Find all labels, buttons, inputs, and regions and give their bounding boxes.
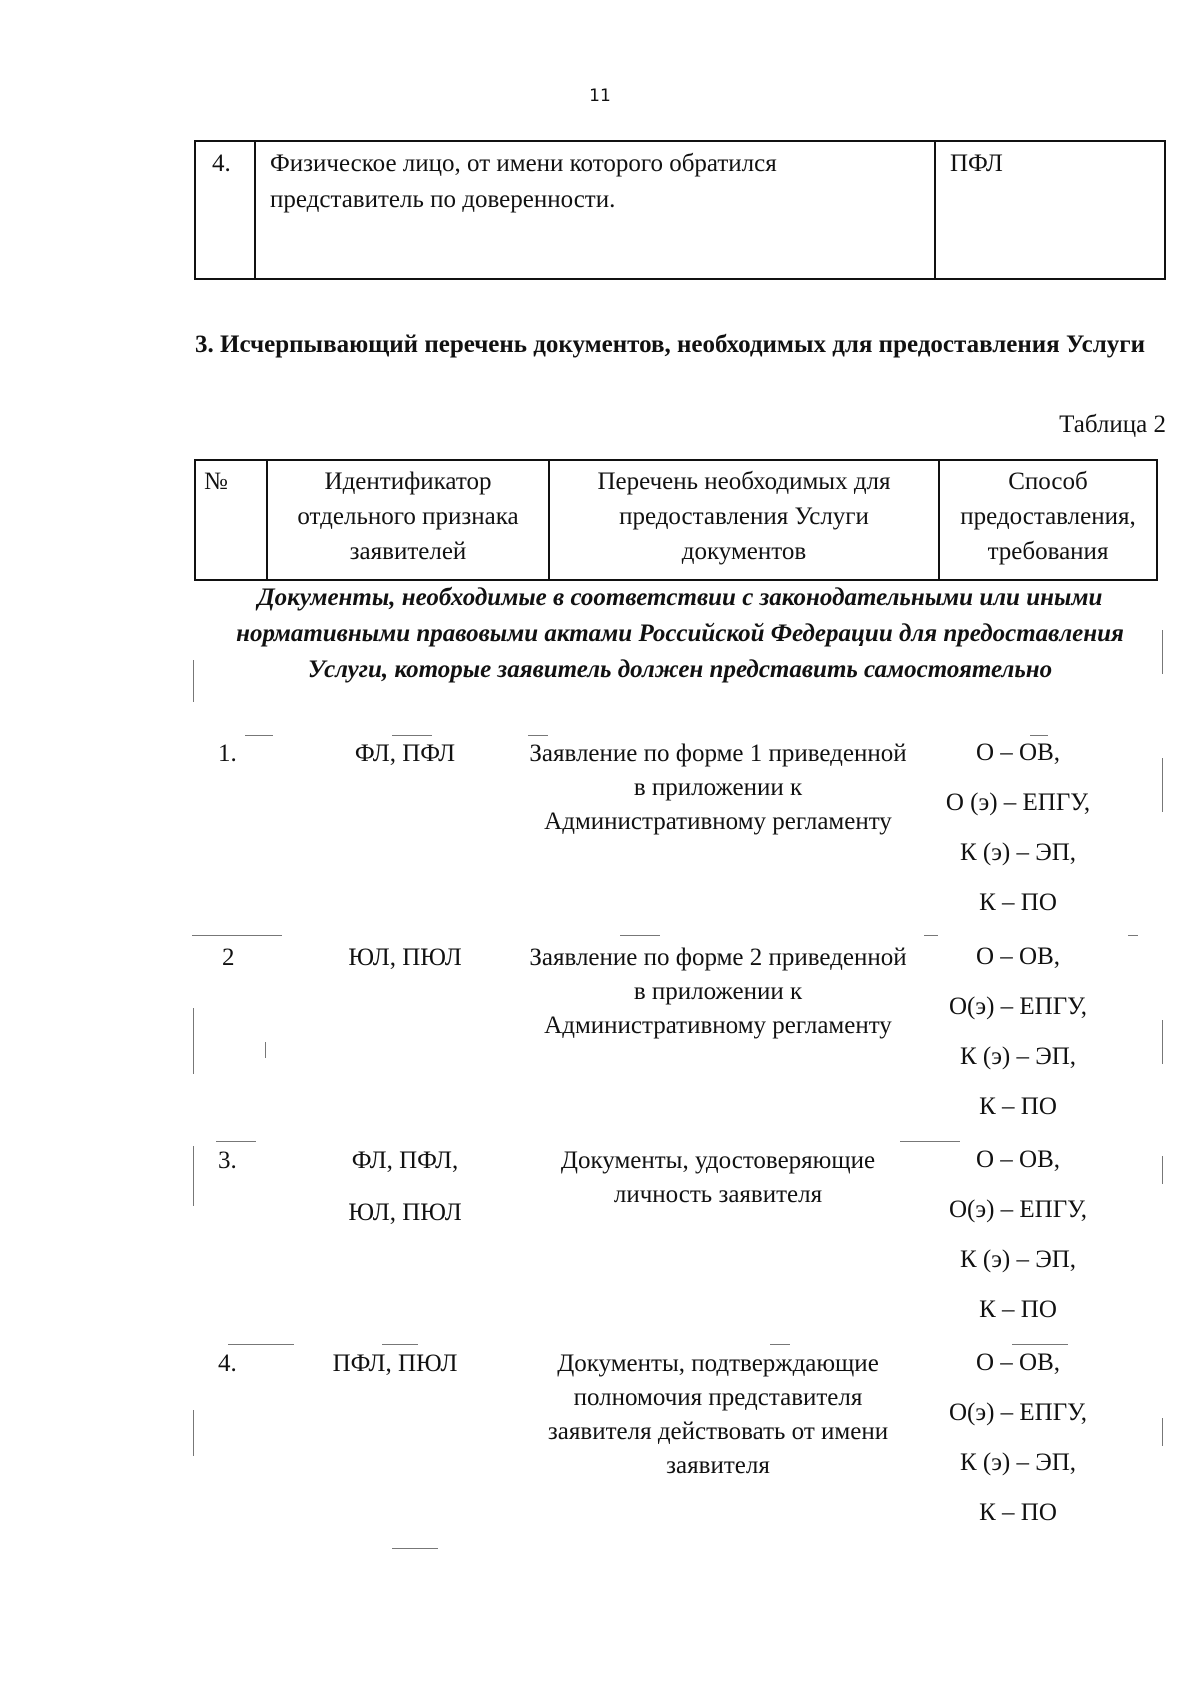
scan-mark xyxy=(1162,1156,1163,1184)
method-item: О(э) – ЕПГУ, xyxy=(948,993,1088,1020)
row-identifier xyxy=(310,932,500,984)
scan-mark xyxy=(265,1042,266,1058)
identifier-line: ЮЛ, ПЮЛ xyxy=(348,1199,462,1226)
documents-table-header xyxy=(194,459,1158,581)
scan-mark xyxy=(216,1141,256,1142)
method-item: О (э) – ЕПГУ, xyxy=(945,789,1091,816)
method-item: К (э) – ЭП, xyxy=(959,839,1077,866)
header-number: № xyxy=(195,460,267,580)
row-number: 4. xyxy=(195,141,255,279)
method-item: К (э) – ЭП, xyxy=(959,1246,1077,1273)
row-number: 2 xyxy=(222,944,235,971)
row-methods xyxy=(918,1135,1118,1335)
row-methods xyxy=(918,728,1118,928)
header-row xyxy=(195,460,1157,580)
scan-mark xyxy=(392,735,432,736)
row-number: 1. xyxy=(218,740,237,767)
method-item: О(э) – ЕПГУ, xyxy=(948,1399,1088,1426)
scan-mark xyxy=(924,935,938,936)
row-methods xyxy=(918,932,1118,1132)
scan-mark xyxy=(770,1344,790,1345)
scan-mark xyxy=(1162,758,1163,812)
header-identifier: Идентификатор отдельного признака заявителей xyxy=(267,460,549,580)
method-item: К – ПО xyxy=(979,1093,1057,1120)
scan-mark xyxy=(620,935,660,936)
method-item: О – ОВ, xyxy=(975,1349,1061,1376)
scan-mark xyxy=(193,1410,194,1456)
row-document: Заявление по форме 2 приведенной в приложении к Административному регламенту xyxy=(529,944,907,1039)
scan-mark xyxy=(1162,1020,1163,1064)
row-number: 3. xyxy=(218,1147,237,1174)
row-number: 4. xyxy=(218,1350,237,1377)
method-item: К (э) – ЭП, xyxy=(959,1043,1077,1070)
previous-table-continuation xyxy=(194,140,1166,280)
scan-mark xyxy=(193,1146,194,1206)
method-item: О – ОВ, xyxy=(975,739,1061,766)
scan-mark xyxy=(193,660,194,702)
identifier-line: ЮЛ, ПЮЛ xyxy=(348,944,462,971)
subsection-title: Документы, необходимые в соответствии с законодательными или иными нормативными правовыми актами Российской Федерации для предоставления Услуги, которые заявитель должен представить самостоятельно xyxy=(236,584,1124,683)
method-item: К (э) – ЭП, xyxy=(959,1449,1077,1476)
applicant-code: ПФЛ xyxy=(935,141,1165,279)
scan-mark xyxy=(1162,630,1163,674)
header-method: Способ предоставления, требования xyxy=(939,460,1157,580)
scan-mark xyxy=(1030,735,1048,736)
scan-mark xyxy=(228,1344,294,1345)
scan-mark xyxy=(193,1008,194,1074)
scan-mark xyxy=(900,1141,960,1142)
table-row xyxy=(195,141,1165,279)
row-document: Заявление по форме 1 приведенной в приложении к Административному регламенту xyxy=(529,740,907,835)
section-title: 3. Исчерпывающий перечень документов, необходимых для предоставления Услуги xyxy=(195,331,1145,358)
row-document: Документы, подтверждающие полномочия представителя заявителя действовать от имени заявителя xyxy=(547,1350,889,1479)
row-identifier xyxy=(300,1338,490,1390)
scan-mark xyxy=(1128,935,1138,936)
scan-mark xyxy=(382,1344,418,1345)
identifier-line: ПФЛ, ПЮЛ xyxy=(332,1350,458,1377)
method-item: О – ОВ, xyxy=(975,1146,1061,1173)
scan-mark xyxy=(1162,1418,1163,1446)
scan-mark xyxy=(192,935,282,936)
method-item: К – ПО xyxy=(979,889,1057,916)
row-identifier xyxy=(310,1135,500,1239)
scan-mark xyxy=(528,735,548,736)
row-document: Документы, удостоверяющие личность заявителя xyxy=(560,1147,876,1208)
method-item: К – ПО xyxy=(979,1499,1057,1526)
row-methods xyxy=(918,1338,1118,1538)
identifier-line: ФЛ, ПФЛ xyxy=(354,740,456,767)
method-item: О – ОВ, xyxy=(975,943,1061,970)
scan-mark xyxy=(392,1548,438,1549)
method-item: К – ПО xyxy=(979,1296,1057,1323)
page-number: 11 xyxy=(589,86,611,106)
header-documents: Перечень необходимых для предоставления Услуги документов xyxy=(549,460,939,580)
method-item: О(э) – ЕПГУ, xyxy=(948,1196,1088,1223)
applicant-description: Физическое лицо, от имени которого обратился представитель по доверенности. xyxy=(255,141,935,279)
scan-mark xyxy=(1012,1344,1068,1345)
identifier-line: ФЛ, ПФЛ, xyxy=(351,1147,459,1174)
table-label: Таблица 2 xyxy=(1059,411,1166,438)
scan-mark xyxy=(245,735,273,736)
